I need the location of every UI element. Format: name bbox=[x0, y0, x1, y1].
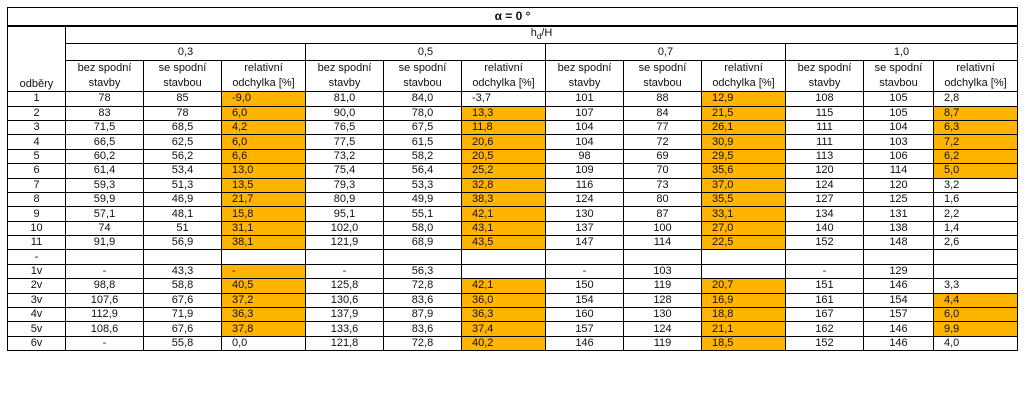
column-header-relativni-odchylka-line2: odchylka [%] bbox=[222, 76, 306, 92]
cell-se-spodni-stavbou: 103 bbox=[864, 135, 934, 149]
param-subscript: d bbox=[536, 32, 542, 42]
cell-bez-spodni-stavby: 134 bbox=[786, 207, 864, 221]
group-header-0-3: 0,3 bbox=[66, 44, 306, 61]
cell-relativni-odchylka: 0,0 bbox=[222, 336, 306, 350]
cell-relativni-odchylka: 36,3 bbox=[462, 308, 546, 322]
table-row bbox=[8, 264, 1018, 278]
cell-bez-spodni-stavby: 98 bbox=[546, 149, 624, 163]
table-row bbox=[8, 308, 1018, 322]
cell-relativni-odchylka: 21,1 bbox=[702, 322, 786, 336]
cell-bez-spodni-stavby: 76,5 bbox=[306, 120, 384, 134]
cell-relativni-odchylka: 4,2 bbox=[222, 120, 306, 134]
cell-se-spodni-stavbou: 72,8 bbox=[384, 336, 462, 350]
column-header-relativni-odchylka-line2: odchylka [%] bbox=[462, 76, 546, 92]
column-header-row-1 bbox=[8, 61, 1018, 77]
cell-se-spodni-stavbou: 71,9 bbox=[144, 308, 222, 322]
column-header-bez-spodni-stavby-line2: stavby bbox=[546, 76, 624, 92]
column-header-relativni-odchylka-line1: relativní bbox=[462, 61, 546, 77]
cell-se-spodni-stavbou: 124 bbox=[624, 322, 702, 336]
cell-se-spodni-stavbou: 88 bbox=[624, 92, 702, 106]
cell-relativni-odchylka: 7,2 bbox=[934, 135, 1018, 149]
cell-se-spodni-stavbou: 56,2 bbox=[144, 149, 222, 163]
cell-bez-spodni-stavby bbox=[66, 250, 144, 264]
cell-bez-spodni-stavby: 154 bbox=[546, 293, 624, 307]
column-header-relativni-odchylka-line1: relativní bbox=[934, 61, 1018, 77]
table-row bbox=[8, 221, 1018, 235]
column-header-se-spodni-stavbou-line2: stavbou bbox=[864, 76, 934, 92]
cell-se-spodni-stavbou: 67,6 bbox=[144, 293, 222, 307]
cell-relativni-odchylka: 3,3 bbox=[934, 279, 1018, 293]
group-header-row bbox=[8, 44, 1018, 61]
cell-relativni-odchylka: 36,3 bbox=[222, 308, 306, 322]
cell-se-spodni-stavbou: 106 bbox=[864, 149, 934, 163]
cell-se-spodni-stavbou: 157 bbox=[864, 308, 934, 322]
cell-bez-spodni-stavby: 121,9 bbox=[306, 236, 384, 250]
cell-relativni-odchylka bbox=[934, 250, 1018, 264]
cell-relativni-odchylka bbox=[702, 250, 786, 264]
column-header-relativni-odchylka-line1: relativní bbox=[222, 61, 306, 77]
row-label: 4v bbox=[8, 308, 66, 322]
cell-bez-spodni-stavby: 137 bbox=[546, 221, 624, 235]
column-header-bez-spodni-stavby-line2: stavby bbox=[66, 76, 144, 92]
table-row bbox=[8, 135, 1018, 149]
cell-relativni-odchylka: 13,3 bbox=[462, 106, 546, 120]
cell-se-spodni-stavbou: 146 bbox=[864, 322, 934, 336]
table-row bbox=[8, 164, 1018, 178]
cell-bez-spodni-stavby: 152 bbox=[786, 236, 864, 250]
cell-se-spodni-stavbou: 58,2 bbox=[384, 149, 462, 163]
cell-se-spodni-stavbou: 104 bbox=[864, 120, 934, 134]
cell-bez-spodni-stavby: 133,6 bbox=[306, 322, 384, 336]
cell-relativni-odchylka: 37,0 bbox=[702, 178, 786, 192]
cell-relativni-odchylka: 26,1 bbox=[702, 120, 786, 134]
cell-bez-spodni-stavby: 161 bbox=[786, 293, 864, 307]
cell-se-spodni-stavbou: 138 bbox=[864, 221, 934, 235]
cell-relativni-odchylka: 25,2 bbox=[462, 164, 546, 178]
cell-relativni-odchylka: 43,5 bbox=[462, 236, 546, 250]
cell-bez-spodni-stavby: 78 bbox=[66, 92, 144, 106]
cell-se-spodni-stavbou: 114 bbox=[624, 236, 702, 250]
cell-se-spodni-stavbou: 83,6 bbox=[384, 322, 462, 336]
cell-bez-spodni-stavby: 115 bbox=[786, 106, 864, 120]
cell-relativni-odchylka: 37,4 bbox=[462, 322, 546, 336]
cell-se-spodni-stavbou: 87 bbox=[624, 207, 702, 221]
cell-relativni-odchylka: 29,5 bbox=[702, 149, 786, 163]
cell-se-spodni-stavbou: 62,5 bbox=[144, 135, 222, 149]
cell-relativni-odchylka: 20,7 bbox=[702, 279, 786, 293]
cell-bez-spodni-stavby: - bbox=[546, 264, 624, 278]
cell-bez-spodni-stavby: 95,1 bbox=[306, 207, 384, 221]
cell-bez-spodni-stavby: 160 bbox=[546, 308, 624, 322]
cell-bez-spodni-stavby bbox=[306, 250, 384, 264]
cell-bez-spodni-stavby: 127 bbox=[786, 192, 864, 206]
cell-relativni-odchylka: 31,1 bbox=[222, 221, 306, 235]
cell-relativni-odchylka bbox=[462, 250, 546, 264]
cell-se-spodni-stavbou: 56,4 bbox=[384, 164, 462, 178]
column-header-se-spodni-stavbou-line1: se spodní bbox=[384, 61, 462, 77]
cell-bez-spodni-stavby: 121,8 bbox=[306, 336, 384, 350]
table-row bbox=[8, 120, 1018, 134]
cell-se-spodni-stavbou bbox=[864, 250, 934, 264]
cell-bez-spodni-stavby: 152 bbox=[786, 336, 864, 350]
cell-se-spodni-stavbou bbox=[384, 250, 462, 264]
cell-relativni-odchylka: 16,9 bbox=[702, 293, 786, 307]
cell-bez-spodni-stavby: - bbox=[66, 336, 144, 350]
column-header-bez-spodni-stavby-line2: stavby bbox=[306, 76, 384, 92]
cell-se-spodni-stavbou: 78,0 bbox=[384, 106, 462, 120]
param-header-row bbox=[8, 26, 1018, 44]
cell-se-spodni-stavbou: 58,0 bbox=[384, 221, 462, 235]
table-row bbox=[8, 92, 1018, 106]
cell-se-spodni-stavbou: 73 bbox=[624, 178, 702, 192]
cell-se-spodni-stavbou: 69 bbox=[624, 149, 702, 163]
cell-relativni-odchylka: 30,9 bbox=[702, 135, 786, 149]
row-label: 5v bbox=[8, 322, 66, 336]
row-label: 3v bbox=[8, 293, 66, 307]
cell-bez-spodni-stavby: 167 bbox=[786, 308, 864, 322]
cell-se-spodni-stavbou: 55,8 bbox=[144, 336, 222, 350]
row-label: 2 bbox=[8, 106, 66, 120]
cell-relativni-odchylka bbox=[702, 264, 786, 278]
cell-relativni-odchylka: 20,6 bbox=[462, 135, 546, 149]
cell-bez-spodni-stavby: 107 bbox=[546, 106, 624, 120]
param-header bbox=[66, 26, 1018, 44]
cell-relativni-odchylka: 9,9 bbox=[934, 322, 1018, 336]
cell-se-spodni-stavbou: 51 bbox=[144, 221, 222, 235]
cell-se-spodni-stavbou: 80 bbox=[624, 192, 702, 206]
cell-bez-spodni-stavby: - bbox=[66, 264, 144, 278]
cell-relativni-odchylka: 15,8 bbox=[222, 207, 306, 221]
cell-bez-spodni-stavby: 111 bbox=[786, 135, 864, 149]
cell-relativni-odchylka: 1,4 bbox=[934, 221, 1018, 235]
cell-se-spodni-stavbou: 146 bbox=[864, 279, 934, 293]
cell-bez-spodni-stavby: 73,2 bbox=[306, 149, 384, 163]
cell-se-spodni-stavbou: 148 bbox=[864, 236, 934, 250]
row-label: 7 bbox=[8, 178, 66, 192]
cell-se-spodni-stavbou: 77 bbox=[624, 120, 702, 134]
cell-se-spodni-stavbou: 84,0 bbox=[384, 92, 462, 106]
results-table-container bbox=[7, 7, 1018, 351]
cell-relativni-odchylka: 27,0 bbox=[702, 221, 786, 235]
column-header-bez-spodni-stavby-line1: bez spodní bbox=[306, 61, 384, 77]
row-label: 6v bbox=[8, 336, 66, 350]
cell-bez-spodni-stavby: 124 bbox=[786, 178, 864, 192]
cell-relativni-odchylka: -9,0 bbox=[222, 92, 306, 106]
cell-bez-spodni-stavby: 150 bbox=[546, 279, 624, 293]
cell-se-spodni-stavbou: 119 bbox=[624, 279, 702, 293]
cell-bez-spodni-stavby: 61,4 bbox=[66, 164, 144, 178]
cell-se-spodni-stavbou: 51,3 bbox=[144, 178, 222, 192]
column-header-bez-spodni-stavby-line1: bez spodní bbox=[66, 61, 144, 77]
column-header-relativni-odchylka-line2: odchylka [%] bbox=[702, 76, 786, 92]
cell-bez-spodni-stavby: 146 bbox=[546, 336, 624, 350]
table-row bbox=[8, 279, 1018, 293]
cell-bez-spodni-stavby: 71,5 bbox=[66, 120, 144, 134]
cell-se-spodni-stavbou: 46,9 bbox=[144, 192, 222, 206]
table-title: α = 0 ° bbox=[8, 8, 1018, 27]
cell-relativni-odchylka: 8,7 bbox=[934, 106, 1018, 120]
cell-bez-spodni-stavby: 75,4 bbox=[306, 164, 384, 178]
table-row bbox=[8, 336, 1018, 350]
cell-bez-spodni-stavby: 130,6 bbox=[306, 293, 384, 307]
cell-bez-spodni-stavby: 79,3 bbox=[306, 178, 384, 192]
table-row bbox=[8, 293, 1018, 307]
cell-bez-spodni-stavby: 147 bbox=[546, 236, 624, 250]
cell-se-spodni-stavbou bbox=[624, 250, 702, 264]
cell-relativni-odchylka: 6,2 bbox=[934, 149, 1018, 163]
cell-relativni-odchylka: 37,2 bbox=[222, 293, 306, 307]
param-tail: /H bbox=[541, 27, 553, 39]
cell-se-spodni-stavbou: 72,8 bbox=[384, 279, 462, 293]
cell-relativni-odchylka: 12,9 bbox=[702, 92, 786, 106]
row-label: 2v bbox=[8, 279, 66, 293]
row-label: 5 bbox=[8, 149, 66, 163]
cell-se-spodni-stavbou: 119 bbox=[624, 336, 702, 350]
cell-bez-spodni-stavby: 74 bbox=[66, 221, 144, 235]
cell-se-spodni-stavbou: 84 bbox=[624, 106, 702, 120]
cell-bez-spodni-stavby: 124 bbox=[546, 192, 624, 206]
column-header-bez-spodni-stavby-line1: bez spodní bbox=[786, 61, 864, 77]
cell-bez-spodni-stavby: 108,6 bbox=[66, 322, 144, 336]
cell-se-spodni-stavbou: 72 bbox=[624, 135, 702, 149]
cell-bez-spodni-stavby: 109 bbox=[546, 164, 624, 178]
cell-relativni-odchylka: 18,5 bbox=[702, 336, 786, 350]
cell-relativni-odchylka bbox=[462, 264, 546, 278]
row-label: 6 bbox=[8, 164, 66, 178]
cell-relativni-odchylka: 40,2 bbox=[462, 336, 546, 350]
cell-se-spodni-stavbou: 56,9 bbox=[144, 236, 222, 250]
cell-se-spodni-stavbou: 83,6 bbox=[384, 293, 462, 307]
cell-relativni-odchylka: 42,1 bbox=[462, 279, 546, 293]
cell-relativni-odchylka: 13,5 bbox=[222, 178, 306, 192]
cell-bez-spodni-stavby: 98,8 bbox=[66, 279, 144, 293]
param-base: h bbox=[530, 27, 537, 39]
cell-se-spodni-stavbou: 55,1 bbox=[384, 207, 462, 221]
table-row bbox=[8, 322, 1018, 336]
cell-se-spodni-stavbou: 114 bbox=[864, 164, 934, 178]
cell-relativni-odchylka: 2,2 bbox=[934, 207, 1018, 221]
cell-bez-spodni-stavby: 77,5 bbox=[306, 135, 384, 149]
cell-bez-spodni-stavby: 83 bbox=[66, 106, 144, 120]
cell-relativni-odchylka: 22,5 bbox=[702, 236, 786, 250]
cell-se-spodni-stavbou: 125 bbox=[864, 192, 934, 206]
column-header-se-spodni-stavbou-line1: se spodní bbox=[624, 61, 702, 77]
row-label: 1 bbox=[8, 92, 66, 106]
table-row bbox=[8, 178, 1018, 192]
cell-bez-spodni-stavby bbox=[546, 250, 624, 264]
table-row bbox=[8, 236, 1018, 250]
table-row bbox=[8, 106, 1018, 120]
cell-se-spodni-stavbou: 129 bbox=[864, 264, 934, 278]
cell-relativni-odchylka: 4,4 bbox=[934, 293, 1018, 307]
cell-relativni-odchylka: 11,8 bbox=[462, 120, 546, 134]
column-header-se-spodni-stavbou-line2: stavbou bbox=[384, 76, 462, 92]
cell-bez-spodni-stavby: 104 bbox=[546, 135, 624, 149]
row-label: 9 bbox=[8, 207, 66, 221]
cell-relativni-odchylka: -3,7 bbox=[462, 92, 546, 106]
cell-bez-spodni-stavby: 125,8 bbox=[306, 279, 384, 293]
cell-relativni-odchylka: 5,0 bbox=[934, 164, 1018, 178]
column-header-row-2 bbox=[8, 76, 1018, 92]
cell-relativni-odchylka: 18,8 bbox=[702, 308, 786, 322]
cell-relativni-odchylka: 2,6 bbox=[934, 236, 1018, 250]
cell-relativni-odchylka: - bbox=[222, 264, 306, 278]
table-row bbox=[8, 192, 1018, 206]
cell-se-spodni-stavbou: 68,5 bbox=[144, 120, 222, 134]
cell-bez-spodni-stavby: 108 bbox=[786, 92, 864, 106]
row-label: 8 bbox=[8, 192, 66, 206]
table-row bbox=[8, 207, 1018, 221]
cell-se-spodni-stavbou: 154 bbox=[864, 293, 934, 307]
cell-bez-spodni-stavby: 59,3 bbox=[66, 178, 144, 192]
cell-bez-spodni-stavby: 130 bbox=[546, 207, 624, 221]
results-table bbox=[7, 7, 1018, 351]
cell-bez-spodni-stavby: 157 bbox=[546, 322, 624, 336]
cell-relativni-odchylka: 2,8 bbox=[934, 92, 1018, 106]
cell-se-spodni-stavbou: 68,9 bbox=[384, 236, 462, 250]
cell-bez-spodni-stavby: 113 bbox=[786, 149, 864, 163]
cell-bez-spodni-stavby: 102,0 bbox=[306, 221, 384, 235]
column-header-se-spodni-stavbou-line1: se spodní bbox=[864, 61, 934, 77]
group-header-1-0: 1,0 bbox=[786, 44, 1018, 61]
cell-bez-spodni-stavby: 66,5 bbox=[66, 135, 144, 149]
cell-bez-spodni-stavby: 59,9 bbox=[66, 192, 144, 206]
cell-bez-spodni-stavby: 80,9 bbox=[306, 192, 384, 206]
cell-se-spodni-stavbou: 70 bbox=[624, 164, 702, 178]
cell-bez-spodni-stavby: 162 bbox=[786, 322, 864, 336]
cell-relativni-odchylka: 6,0 bbox=[222, 106, 306, 120]
cell-se-spodni-stavbou: 56,3 bbox=[384, 264, 462, 278]
cell-se-spodni-stavbou: 61,5 bbox=[384, 135, 462, 149]
cell-bez-spodni-stavby: 81,0 bbox=[306, 92, 384, 106]
column-header-bez-spodni-stavby-line1: bez spodní bbox=[546, 61, 624, 77]
cell-se-spodni-stavbou: 53,3 bbox=[384, 178, 462, 192]
row-label: 10 bbox=[8, 221, 66, 235]
cell-se-spodni-stavbou: 103 bbox=[624, 264, 702, 278]
cell-se-spodni-stavbou: 105 bbox=[864, 92, 934, 106]
cell-bez-spodni-stavby: - bbox=[786, 264, 864, 278]
cell-bez-spodni-stavby: 151 bbox=[786, 279, 864, 293]
cell-bez-spodni-stavby: 101 bbox=[546, 92, 624, 106]
cell-bez-spodni-stavby: 60,2 bbox=[66, 149, 144, 163]
cell-relativni-odchylka: 38,3 bbox=[462, 192, 546, 206]
cell-se-spodni-stavbou: 53,4 bbox=[144, 164, 222, 178]
cell-se-spodni-stavbou: 120 bbox=[864, 178, 934, 192]
cell-relativni-odchylka bbox=[222, 250, 306, 264]
cell-se-spodni-stavbou: 105 bbox=[864, 106, 934, 120]
cell-se-spodni-stavbou: 128 bbox=[624, 293, 702, 307]
row-label: - bbox=[8, 250, 66, 264]
column-header-se-spodni-stavbou-line2: stavbou bbox=[144, 76, 222, 92]
cell-relativni-odchylka: 6,3 bbox=[934, 120, 1018, 134]
cell-se-spodni-stavbou: 49,9 bbox=[384, 192, 462, 206]
cell-bez-spodni-stavby: 120 bbox=[786, 164, 864, 178]
row-label: 3 bbox=[8, 120, 66, 134]
group-header-0-7: 0,7 bbox=[546, 44, 786, 61]
row-label-header: odběry bbox=[8, 26, 66, 92]
cell-relativni-odchylka: 37,8 bbox=[222, 322, 306, 336]
cell-relativni-odchylka: 21,5 bbox=[702, 106, 786, 120]
cell-relativni-odchylka bbox=[934, 264, 1018, 278]
table-row bbox=[8, 250, 1018, 264]
cell-se-spodni-stavbou: 43,3 bbox=[144, 264, 222, 278]
column-header-se-spodni-stavbou-line2: stavbou bbox=[624, 76, 702, 92]
cell-relativni-odchylka: 35,6 bbox=[702, 164, 786, 178]
cell-relativni-odchylka: 36,0 bbox=[462, 293, 546, 307]
row-label: 1v bbox=[8, 264, 66, 278]
cell-se-spodni-stavbou: 146 bbox=[864, 336, 934, 350]
cell-bez-spodni-stavby: 90,0 bbox=[306, 106, 384, 120]
cell-bez-spodni-stavby: 116 bbox=[546, 178, 624, 192]
cell-relativni-odchylka: 6,6 bbox=[222, 149, 306, 163]
table-row bbox=[8, 149, 1018, 163]
group-header-0-5: 0,5 bbox=[306, 44, 546, 61]
cell-relativni-odchylka: 13,0 bbox=[222, 164, 306, 178]
cell-relativni-odchylka: 21,7 bbox=[222, 192, 306, 206]
cell-se-spodni-stavbou: 48,1 bbox=[144, 207, 222, 221]
column-header-bez-spodni-stavby-line2: stavby bbox=[786, 76, 864, 92]
column-header-relativni-odchylka-line2: odchylka [%] bbox=[934, 76, 1018, 92]
cell-relativni-odchylka: 1,6 bbox=[934, 192, 1018, 206]
cell-se-spodni-stavbou bbox=[144, 250, 222, 264]
cell-bez-spodni-stavby: 137,9 bbox=[306, 308, 384, 322]
cell-se-spodni-stavbou: 100 bbox=[624, 221, 702, 235]
cell-bez-spodni-stavby: 140 bbox=[786, 221, 864, 235]
cell-se-spodni-stavbou: 67,6 bbox=[144, 322, 222, 336]
cell-relativni-odchylka: 6,0 bbox=[934, 308, 1018, 322]
cell-relativni-odchylka: 38,1 bbox=[222, 236, 306, 250]
row-label: 11 bbox=[8, 236, 66, 250]
cell-relativni-odchylka: 35,5 bbox=[702, 192, 786, 206]
cell-relativni-odchylka: 6,0 bbox=[222, 135, 306, 149]
cell-relativni-odchylka: 20,5 bbox=[462, 149, 546, 163]
cell-relativni-odchylka: 42,1 bbox=[462, 207, 546, 221]
cell-se-spodni-stavbou: 78 bbox=[144, 106, 222, 120]
cell-bez-spodni-stavby: 112,9 bbox=[66, 308, 144, 322]
row-label: 4 bbox=[8, 135, 66, 149]
cell-se-spodni-stavbou: 58,8 bbox=[144, 279, 222, 293]
table-title-row bbox=[8, 8, 1018, 27]
cell-bez-spodni-stavby: 111 bbox=[786, 120, 864, 134]
column-header-se-spodni-stavbou-line1: se spodní bbox=[144, 61, 222, 77]
cell-bez-spodni-stavby: 91,9 bbox=[66, 236, 144, 250]
cell-relativni-odchylka: 33,1 bbox=[702, 207, 786, 221]
cell-se-spodni-stavbou: 67,5 bbox=[384, 120, 462, 134]
cell-se-spodni-stavbou: 130 bbox=[624, 308, 702, 322]
cell-relativni-odchylka: 40,5 bbox=[222, 279, 306, 293]
cell-bez-spodni-stavby bbox=[786, 250, 864, 264]
cell-relativni-odchylka: 43,1 bbox=[462, 221, 546, 235]
cell-relativni-odchylka: 3,2 bbox=[934, 178, 1018, 192]
cell-bez-spodni-stavby: - bbox=[306, 264, 384, 278]
cell-bez-spodni-stavby: 107,6 bbox=[66, 293, 144, 307]
cell-se-spodni-stavbou: 131 bbox=[864, 207, 934, 221]
column-header-relativni-odchylka-line1: relativní bbox=[702, 61, 786, 77]
cell-bez-spodni-stavby: 104 bbox=[546, 120, 624, 134]
cell-se-spodni-stavbou: 87,9 bbox=[384, 308, 462, 322]
cell-relativni-odchylka: 4,0 bbox=[934, 336, 1018, 350]
cell-bez-spodni-stavby: 57,1 bbox=[66, 207, 144, 221]
cell-relativni-odchylka: 32,8 bbox=[462, 178, 546, 192]
cell-se-spodni-stavbou: 85 bbox=[144, 92, 222, 106]
